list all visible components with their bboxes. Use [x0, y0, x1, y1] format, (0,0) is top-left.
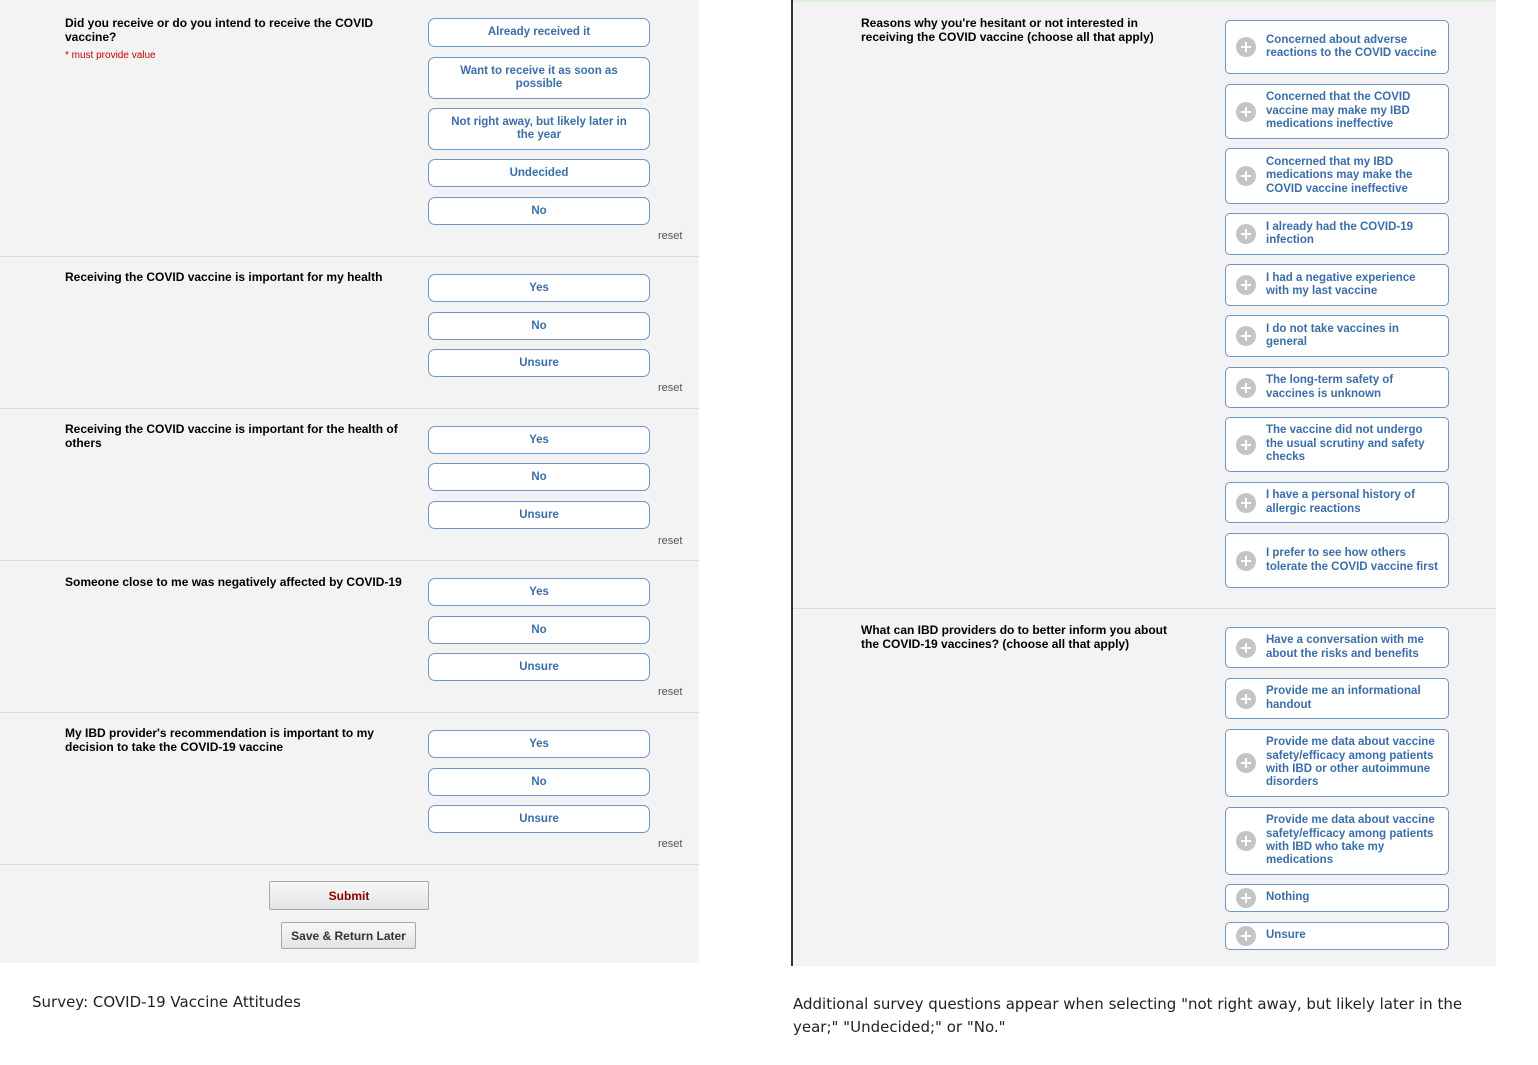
plus-circle-icon [1236, 102, 1256, 122]
question-important-others-health [0, 408, 699, 561]
option-unsure[interactable]: Unsure [428, 349, 650, 377]
option-no[interactable]: No [428, 312, 650, 340]
plus-circle-icon [1236, 275, 1256, 295]
option-label: Nothing [1266, 891, 1310, 904]
reset-link[interactable]: reset [658, 382, 683, 394]
option-yes[interactable]: Yes [428, 578, 650, 606]
option-unsure[interactable]: Unsure [428, 653, 650, 681]
question-important-my-health [0, 256, 699, 409]
option-label: Provide me data about vaccine safety/efficacy among patients with IBD who take my medications [1266, 814, 1435, 867]
option-no[interactable]: No [428, 463, 650, 491]
option-label: I prefer to see how others tolerate the COVID vaccine first [1266, 547, 1438, 573]
option-asap[interactable]: Want to receive it as soon as possible [428, 57, 650, 99]
plus-circle-icon [1236, 926, 1256, 946]
checkbox-scrutiny-checks[interactable] [1225, 417, 1449, 472]
plus-circle-icon [1236, 888, 1256, 908]
option-already-received[interactable]: Already received it [428, 18, 650, 47]
option-no[interactable]: No [428, 197, 650, 225]
reset-link[interactable]: reset [658, 838, 683, 850]
checkbox-allergic-history[interactable] [1225, 482, 1449, 523]
plus-circle-icon [1236, 224, 1256, 244]
submit-button[interactable]: Submit [269, 881, 429, 910]
checkbox-data-autoimmune[interactable] [1225, 729, 1449, 797]
plus-circle-icon [1236, 493, 1256, 513]
survey-panel-left [0, 0, 699, 963]
plus-circle-icon [1236, 37, 1256, 57]
option-label: Unsure [1266, 929, 1306, 942]
required-note: * must provide value [65, 50, 156, 61]
plus-circle-icon [1236, 753, 1256, 773]
option-label: I have a personal history of allergic reactions [1266, 489, 1415, 515]
question-close-person-affected [0, 560, 699, 713]
question-label: Receiving the COVID vaccine is important for my health [65, 270, 383, 284]
plus-circle-icon [1236, 638, 1256, 658]
checkbox-long-term-safety[interactable] [1225, 367, 1449, 408]
option-label: Have a conversation with me about the risks and benefits [1266, 634, 1424, 660]
checkbox-negative-experience[interactable] [1225, 264, 1449, 306]
divider [0, 864, 699, 865]
plus-circle-icon [1236, 831, 1256, 851]
plus-circle-icon [1236, 166, 1256, 186]
question-vaccine-intent [0, 0, 699, 256]
reset-link[interactable]: reset [658, 230, 683, 242]
divider [793, 608, 1496, 609]
option-label: I had a negative experience with my last vaccine [1266, 271, 1416, 297]
option-label: Concerned that the COVID vaccine may make my IBD medications ineffective [1266, 91, 1411, 131]
caption-right: Additional survey questions appear when selecting "not right away, but likely later in the year;" "Undecided;" or "No." [793, 995, 1463, 1036]
option-no[interactable]: No [428, 768, 650, 796]
option-unsure[interactable]: Unsure [428, 805, 650, 833]
checkbox-already-had-covid[interactable] [1225, 213, 1449, 255]
option-later-in-year[interactable]: Not right away, but likely later in the year [428, 108, 650, 150]
option-label: I already had the COVID-19 infection [1266, 220, 1413, 246]
save-return-later-button[interactable]: Save & Return Later [281, 922, 416, 949]
checkbox-vaccine-ineffective[interactable] [1225, 148, 1449, 204]
checkbox-no-vaccines[interactable] [1225, 315, 1449, 357]
checkbox-conversation[interactable] [1225, 627, 1449, 668]
plus-circle-icon [1236, 689, 1256, 709]
option-yes[interactable]: Yes [428, 426, 650, 454]
plus-circle-icon [1236, 435, 1256, 455]
option-no[interactable]: No [428, 616, 650, 644]
top-strip [793, 0, 1496, 2]
option-label: Provide me data about vaccine safety/efficacy among patients with IBD or other autoimmune disorders [1266, 736, 1435, 789]
option-label: Concerned about adverse reactions to the COVID vaccine [1266, 33, 1437, 59]
option-yes[interactable]: Yes [428, 274, 650, 302]
checkbox-handout[interactable] [1225, 678, 1449, 719]
option-unsure[interactable]: Unsure [428, 501, 650, 529]
checkbox-adverse-reactions[interactable] [1225, 20, 1449, 74]
question-provider-recommendation [0, 712, 699, 865]
question-label: My IBD provider's recommendation is important to my decision to take the COVID-19 vaccine [65, 726, 374, 754]
question-label: Receiving the COVID vaccine is important for the health of others [65, 422, 398, 450]
option-label: Concerned that my IBD medications may make the COVID vaccine ineffective [1266, 155, 1413, 195]
caption-left: Survey: COVID-19 Vaccine Attitudes [32, 993, 301, 1011]
option-label: I do not take vaccines in general [1266, 322, 1399, 348]
reset-link[interactable]: reset [658, 686, 683, 698]
checkbox-ibd-meds-ineffective[interactable] [1225, 84, 1449, 139]
option-yes[interactable]: Yes [428, 730, 650, 758]
plus-circle-icon [1236, 378, 1256, 398]
checkbox-data-my-medications[interactable] [1225, 807, 1449, 875]
survey-panel-right [791, 0, 1496, 966]
option-label: The vaccine did not undergo the usual scrutiny and safety checks [1266, 424, 1425, 464]
checkbox-unsure[interactable] [1225, 922, 1449, 950]
plus-circle-icon [1236, 551, 1256, 571]
question-label: Someone close to me was negatively affected by COVID-19 [65, 575, 402, 589]
question-hesitancy-reasons-label: Reasons why you're hesitant or not interested in receiving the COVID vaccine (choose all that apply) [861, 16, 1154, 44]
plus-circle-icon [1236, 326, 1256, 346]
checkbox-see-others-tolerate[interactable] [1225, 533, 1449, 588]
option-label: Provide me an informational handout [1266, 685, 1421, 711]
reset-link[interactable]: reset [658, 535, 683, 547]
option-undecided[interactable]: Undecided [428, 159, 650, 187]
question-provider-inform-label: What can IBD providers do to better inform you about the COVID-19 vaccines? (choose all that apply) [861, 623, 1168, 651]
question-label: Did you receive or do you intend to receive the COVID vaccine? * must provide value [65, 16, 405, 63]
checkbox-nothing[interactable] [1225, 884, 1449, 912]
option-label: The long-term safety of vaccines is unknown [1266, 374, 1394, 400]
